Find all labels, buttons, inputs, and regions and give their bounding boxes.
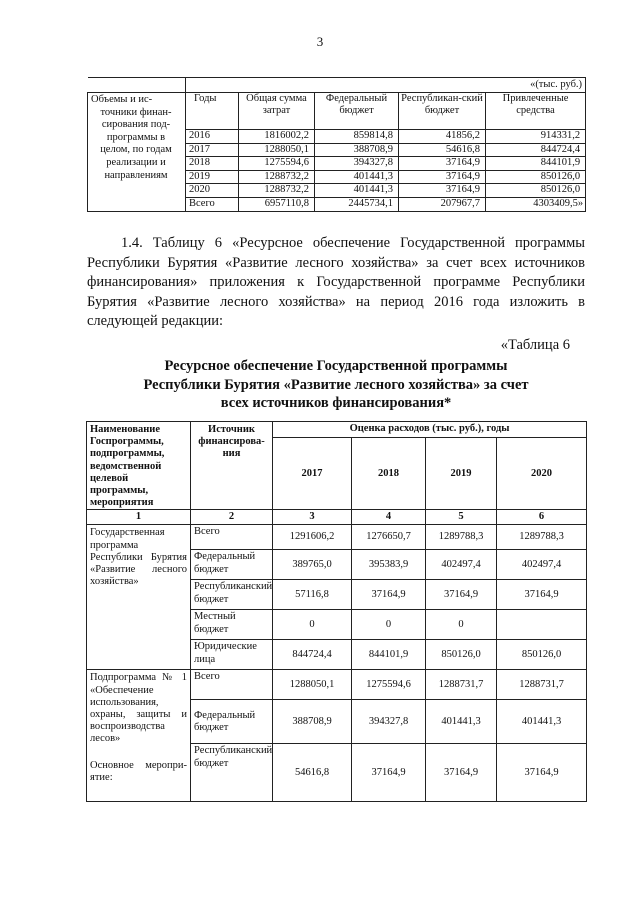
table-row: Юридические лица 844724,4 844101,9 850126,0 850126,0 bbox=[87, 640, 587, 670]
unit-note: «(тыс. руб.) bbox=[186, 78, 586, 93]
header-year: 2020 bbox=[497, 438, 587, 510]
table-row: Подпрограмма № 1 «Обеспечение использования, охраны, защиты и воспроизводства лесов» Основное меропри-ятие: Всего 1288050,1 1275594,6 1288731,7 1288731,7 bbox=[87, 670, 587, 700]
header-source: Источник финансирова-ния bbox=[191, 422, 273, 510]
table-row: Местный бюджет 0 0 0 bbox=[87, 610, 587, 640]
header-years: Годы bbox=[186, 93, 239, 130]
header-year: 2018 bbox=[352, 438, 426, 510]
header-republic: Республикан-ский бюджет bbox=[399, 93, 486, 130]
table-title: Ресурсное обеспечение Государственной программы Республики Бурятия «Развитие лесного хозяйства» за счет всех источников финансирования* bbox=[143, 358, 529, 411]
table-row: 2019 1288732,2 401441,3 37164,9 850126,0 bbox=[88, 170, 586, 184]
header-year: 2017 bbox=[273, 438, 352, 510]
table1-description: Объемы и ис- точники финан- сирования под- программы в целом, по годам реализации и направлениям bbox=[88, 93, 186, 212]
page-number: 3 bbox=[316, 34, 324, 49]
program-name: Государственная программа Республики Бурятия «Развитие лесного хозяйства» bbox=[87, 525, 191, 670]
table-row: Государственная программа Республики Бурятия «Развитие лесного хозяйства» Всего 1291606,2 1276650,7 1289788,3 1289788,3 bbox=[87, 525, 587, 550]
resource-table bbox=[86, 421, 587, 802]
table-row: Республиканский бюджет 54616,8 37164,9 37164,9 37164,9 bbox=[87, 744, 587, 802]
funding-summary-table bbox=[87, 77, 586, 212]
activity-label: Основное меропри-ятие: bbox=[90, 759, 187, 783]
table-row: Федеральный бюджет 389765,0 395383,9 402497,4 402497,4 bbox=[87, 550, 587, 580]
amendment-paragraph: 1.4. Таблицу 6 «Ресурсное обеспечение Государственной программы Республики Бурятия «Развитие лесного хозяйства» за счет всех источников финансирования» приложения к Государственной программе Республики Бурятия «Развитие лесного хозяйства» на период 2016 года изложить в следующей редакции: bbox=[87, 235, 585, 329]
header-attracted: Привлеченные средства bbox=[486, 93, 586, 130]
table-label: «Таблица 6 bbox=[500, 337, 570, 353]
column-numbers-row: 1 2 3 4 5 6 bbox=[87, 510, 587, 525]
table-row: 2018 1275594,6 394327,8 37164,9 844101,9 bbox=[88, 157, 586, 171]
header-total: Общая сумма затрат bbox=[239, 93, 315, 130]
header-federal: Федеральный бюджет bbox=[315, 93, 399, 130]
table-row: Республиканский бюджет 57116,8 37164,9 37164,9 37164,9 bbox=[87, 580, 587, 610]
header-name: Наименование Госпрограммы, подпрограммы, ведомственной целевой программы, мероприятия bbox=[87, 422, 191, 510]
header-year: 2019 bbox=[426, 438, 497, 510]
header-estimate: Оценка расходов (тыс. руб.), годы bbox=[273, 422, 587, 438]
table-row: Федеральный бюджет 388708,9 394327,8 401441,3 401441,3 bbox=[87, 700, 587, 744]
table-row-total: Всего 6957110,8 2445734,1 207967,7 4303409,5» bbox=[88, 197, 586, 211]
table-row: 2017 1288050,1 388708,9 54616,8 844724,4 bbox=[88, 143, 586, 157]
table-row: 2016 1816002,2 859814,8 41856,2 914331,2 bbox=[88, 130, 586, 144]
subprogram-name: Подпрограмма № 1 «Обеспечение использования, охраны, защиты и воспроизводства лесов» Основное меропри-ятие: bbox=[87, 670, 191, 802]
table-row: 2020 1288732,2 401441,3 37164,9 850126,0 bbox=[88, 184, 586, 198]
